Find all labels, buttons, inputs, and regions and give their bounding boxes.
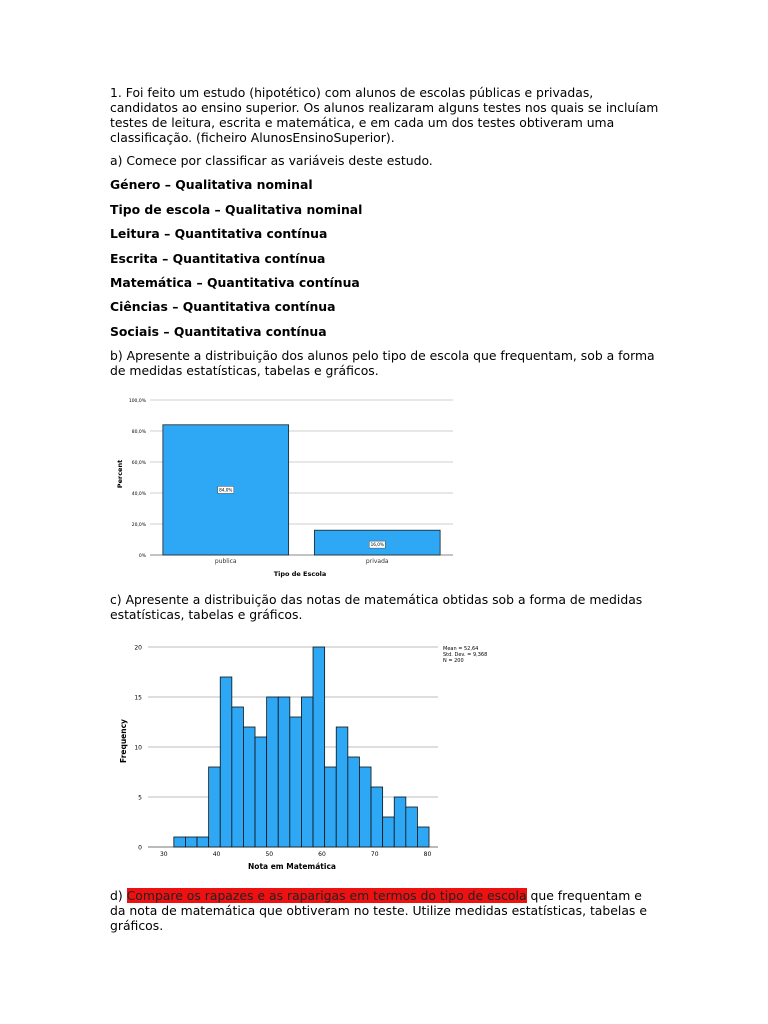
question-a-text: a) Comece por classificar as variáveis deste estudo. <box>110 153 433 168</box>
x-tick-label: 80 <box>423 851 432 858</box>
x-tick-label: publica <box>214 558 237 565</box>
histogram-bar <box>174 837 186 847</box>
histogram-bar <box>220 677 232 847</box>
stats-legend-line: Mean = 52,64 <box>443 646 479 652</box>
question-b-text: b) Apresente a distribuição dos alunos pelo tipo de escola que frequentam, sob a forma de medidas estatísticas, tabelas e gráficos. <box>110 348 655 378</box>
stats-legend-line: N = 200 <box>443 658 464 664</box>
x-tick-label: 40 <box>212 851 221 858</box>
variable-leitura: Leitura – Quantitativa contínua <box>110 226 328 241</box>
variable-matematica: Matemática – Quantitativa contínua <box>110 275 360 290</box>
histogram-bar <box>185 837 197 847</box>
x-tick-label: 50 <box>265 851 274 858</box>
histogram-bar <box>243 727 255 847</box>
variable-ciencias: Ciências – Quantitativa contínua <box>110 299 336 314</box>
y-tick-label: 20 <box>134 644 142 652</box>
data-label: 16,0% <box>370 542 384 548</box>
variable-tipo-escola: Tipo de escola – Qualitativa nominal <box>110 202 363 217</box>
question-1-text: 1. Foi feito um estudo (hipotético) com alunos de escolas públicas e privadas, candidatos ao ensino superior. Os alunos realizaram alguns testes nos quais se incluíam testes de leitura, escrita e matemática, e em cada um dos testes obtiveram uma classificação. (ficheiro AlunosEnsinoSuperior). <box>110 85 659 145</box>
data-label: 84,0% <box>219 487 233 493</box>
y-tick-label: 80,0% <box>131 430 146 435</box>
y-axis-label: Percent <box>116 459 124 489</box>
histogram-bar <box>371 787 383 847</box>
histogram-bar <box>394 797 406 847</box>
histogram-bar <box>232 707 244 847</box>
x-tick-label: 30 <box>159 851 168 858</box>
y-axis-label: Frequency <box>119 719 128 763</box>
highlighted-text: Compare os rapazes e as raparigas em termos do tipo de escola <box>126 888 527 903</box>
histogram-bar <box>383 817 395 847</box>
histogram-bar <box>336 727 348 847</box>
x-axis-label: Nota em Matemática <box>248 862 336 871</box>
histogram-bar <box>209 767 221 847</box>
variable-sociais: Sociais – Quantitativa contínua <box>110 324 327 339</box>
histogram-bar <box>278 697 290 847</box>
x-tick-label: 60 <box>318 851 326 858</box>
question-d-text <box>110 888 660 933</box>
histogram-bar <box>348 757 360 847</box>
x-tick-label: privada <box>365 558 389 565</box>
histogram-bar <box>313 647 325 847</box>
question-c-text: c) Apresente a distribuição das notas de matemática obtidas sob a forma de medidas estatísticas, tabelas e gráficos. <box>110 592 643 622</box>
histogram-bar <box>197 837 209 847</box>
variable-escrita: Escrita – Quantitativa contínua <box>110 251 326 266</box>
histogram-bar <box>406 807 418 847</box>
y-tick-label: 15 <box>134 694 142 702</box>
histogram-bar <box>417 827 429 847</box>
y-tick-label: 60,0% <box>131 461 146 466</box>
y-tick-label: 20,0% <box>131 523 146 528</box>
question-d-rest: que frequentam e da nota de matemática que obtiveram no teste. Utilize medidas estatísticas, tabelas e gráficos. <box>110 888 647 933</box>
x-tick-label: 70 <box>370 851 379 858</box>
y-tick-label: 100,0% <box>128 399 146 404</box>
histogram-bar <box>267 697 279 847</box>
y-tick-label: 10 <box>134 744 142 752</box>
x-axis-label: Tipo de Escola <box>273 570 327 578</box>
y-tick-label: 5 <box>138 794 142 802</box>
variable-genero: Género – Qualitativa nominal <box>110 177 313 192</box>
histogram-bar <box>325 767 337 847</box>
school-type-bar-chart <box>110 388 460 580</box>
histogram-bar <box>359 767 371 847</box>
histogram-bar <box>255 737 267 847</box>
histogram-bar <box>301 697 313 847</box>
y-tick-label: 0% <box>138 554 146 559</box>
stats-legend-line: Std. Dev. = 9,368 <box>443 652 488 658</box>
y-tick-label: 40,0% <box>131 492 146 497</box>
histogram-bar <box>290 717 302 847</box>
y-tick-label: 0 <box>138 844 142 852</box>
question-d-prefix: d) <box>110 888 127 903</box>
math-score-histogram <box>110 636 500 876</box>
